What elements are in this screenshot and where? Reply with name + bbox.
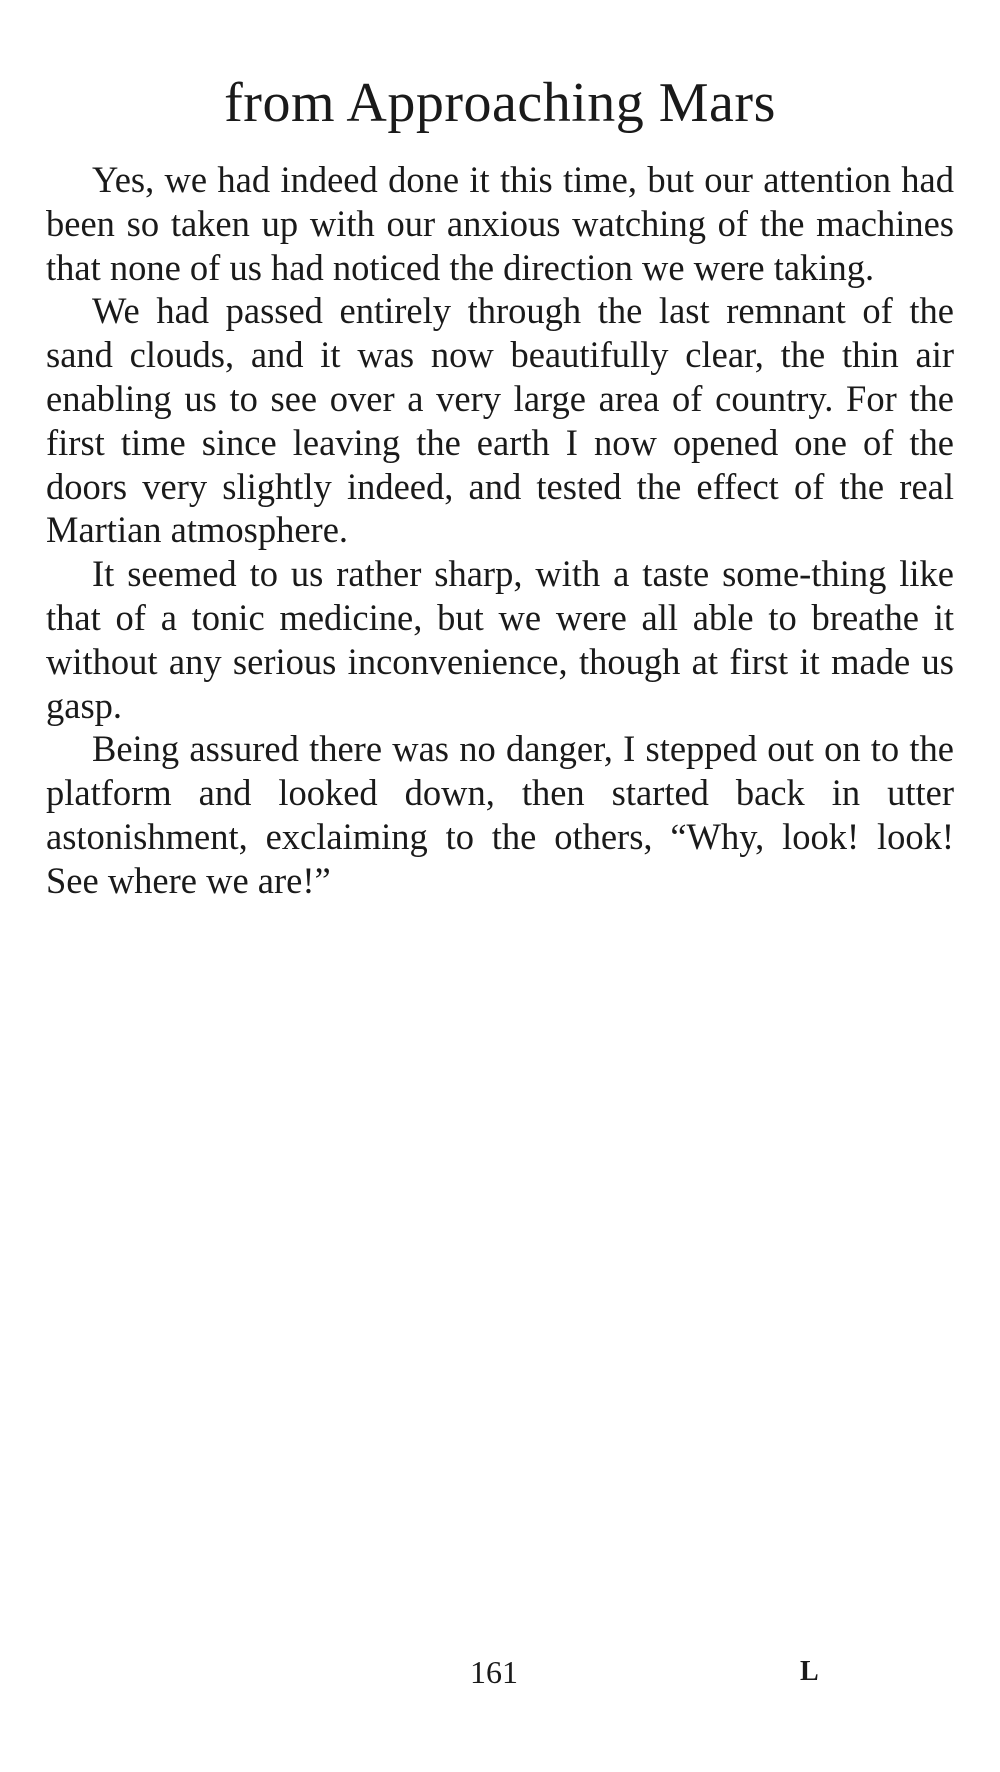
page-number: 161	[470, 1654, 518, 1690]
signature-mark: L	[800, 1656, 819, 1687]
body-text	[46, 158, 954, 903]
paragraph-1: Yes, we had indeed done it this time, but our attention had been so taken up with our anxious watching of the machines that none of us had noticed the direction we were taking.	[46, 159, 954, 288]
page-title: from Approaching Mars	[224, 72, 776, 134]
paragraph-3: It seemed to us rather sharp, with a taste some-thing like that of a tonic medicine, but we were all able to breathe it without any serious inconvenience, though at first it made us gasp.	[46, 553, 954, 726]
paragraph-2: We had passed entirely through the last remnant of the sand clouds, and it was now beautifully clear, the thin air enabling us to see over a very large area of country. For the first time since leaving the earth I now opened one of the doors very slightly indeed, and tested the effect of the real Martian atmosphere.	[46, 290, 954, 551]
paragraph-4: Being assured there was no danger, I stepped out on to the platform and looked down, then started back in utter astonishment, exclaiming to the others, “Why, look! look! See where we are!”	[46, 728, 954, 901]
